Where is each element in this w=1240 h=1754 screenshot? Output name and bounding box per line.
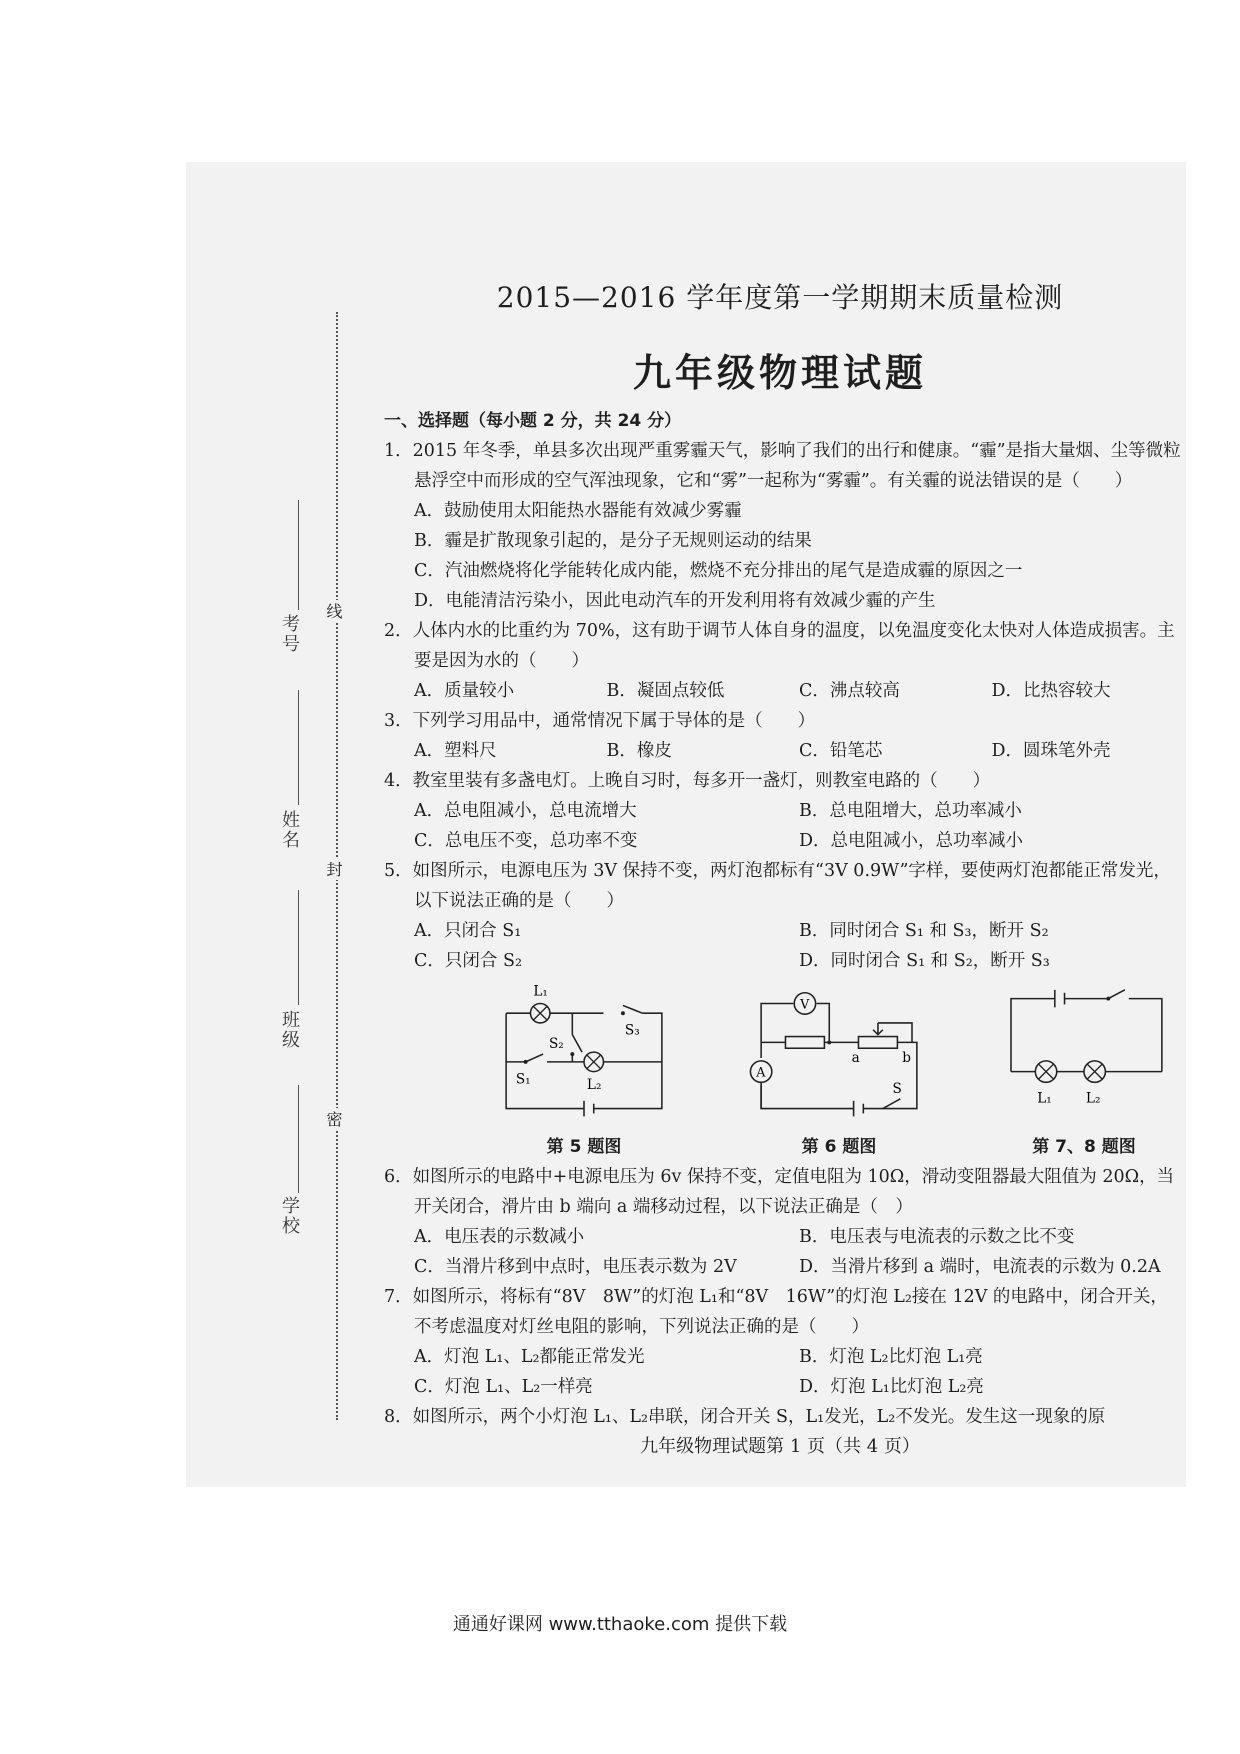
question-7: [384, 1282, 1184, 1402]
label-l1: L₁: [533, 984, 548, 1000]
label-a: A: [756, 1064, 766, 1080]
seal-seal-char: 封: [322, 858, 345, 880]
question-text: 6．如图所示的电路中+电源电压为 6v 保持不变，定值电阻为 10Ω，滑动变阻器最大阻值为 20Ω，当开关闭合，滑片由 b 端向 a 端移动过程，以下说法正确是（ ）: [384, 1167, 1175, 1217]
exam-no-blank: [298, 500, 299, 610]
label-l2: L₂: [586, 1077, 602, 1094]
option-d: D．同时闭合 S₁ 和 S₂，断开 S₃: [799, 951, 1050, 971]
exam-subtitle: 2015—2016 学年度第一学期期末质量检测: [496, 281, 1064, 314]
circuit-diagram-7-8: [994, 984, 1174, 1130]
option-d: D．比热容较大: [991, 681, 1111, 701]
label-b-end: b: [902, 1049, 911, 1066]
name-label: 姓名: [279, 810, 300, 850]
circuit-diagram-5: [484, 984, 684, 1130]
question-6: [384, 1162, 1184, 1282]
question-4: [384, 766, 1184, 856]
figure-7-8: [994, 984, 1174, 1162]
label-a-end: a: [851, 1049, 860, 1066]
question-text: 5．如图所示，电源电压为 3V 保持不变，两灯泡都标有“3V 0.9W”字样，要使两灯泡都能正常发光，以下说法正确的是（ ）: [384, 861, 1171, 911]
option-a: A．电压表的示数减小: [414, 1227, 585, 1247]
label-l1: L₁: [1037, 1090, 1052, 1107]
question-2: [384, 616, 1184, 706]
class-label: 班级: [279, 1010, 300, 1050]
label-s2: S₂: [548, 1036, 564, 1053]
option-b: B．电压表与电流表的示数之比不变: [799, 1227, 1075, 1247]
option-c: C．汽油燃烧将化学能转化成内能，燃烧不充分排出的尾气是造成霾的原因之一: [414, 561, 1023, 581]
seal-line-char: 线: [322, 600, 345, 622]
option-c: C．铅笔芯: [799, 741, 883, 761]
option-c: C．灯泡 L₁、L₂一样亮: [414, 1377, 593, 1397]
lamp-l1: [530, 1003, 549, 1022]
option-c: C．只闭合 S₂: [414, 951, 522, 971]
figure-6-caption: 第 6 题图: [801, 1137, 877, 1157]
option-c: C．总电压不变，总功率不变: [414, 831, 638, 851]
option-b: B．橡皮: [606, 741, 672, 761]
question-1: [384, 436, 1184, 616]
figure-6: [744, 984, 934, 1162]
question-text: 3．下列学习用品中，通常情况下属于导体的是（ ）: [384, 711, 816, 731]
question-3: [384, 706, 1184, 766]
fixed-resistor: [785, 1037, 824, 1049]
option-a: A．鼓励使用太阳能热水器能有效减少雾霾: [414, 501, 742, 521]
school-label: 学校: [279, 1196, 300, 1236]
circuit-figures: [384, 976, 1184, 1162]
label-s1: S₁: [515, 1071, 531, 1088]
class-blank: [298, 890, 299, 1005]
lamp-l2: [584, 1052, 603, 1071]
option-d: D．灯泡 L₁比灯泡 L₂亮: [799, 1377, 984, 1397]
download-notice: 通通好课网 www.tthaoke.com 提供下载: [452, 1614, 788, 1635]
option-b: B．同时闭合 S₁ 和 S₃，断开 S₂: [799, 921, 1049, 941]
option-d: D．圆珠笔外壳: [991, 741, 1111, 761]
name-blank: [298, 690, 299, 805]
exam-no-label: 考号: [279, 614, 300, 654]
question-text: 4．教室里装有多盏电灯。上晚自习时，每多开一盏灯，则教室电路的（ ）: [384, 771, 991, 791]
section-title: 一、选择题（每小题 2 分，共 24 分）: [384, 411, 682, 431]
seal-secret-char: 密: [322, 1108, 345, 1130]
question-text: 2．人体内水的比重约为 70%，这有助于调节人体自身的温度，以免温度变化太快对人体造成损害。主要是因为水的（ ）: [384, 621, 1175, 671]
exam-content: [384, 406, 1184, 1432]
label-v: V: [800, 996, 810, 1012]
lamp-l2: [1084, 1061, 1105, 1082]
option-a: A．质量较小: [414, 681, 515, 701]
option-b: B．凝固点较低: [606, 681, 725, 701]
option-d: D．电能清洁污染小，因此电动汽车的开发利用将有效减少霾的产生: [414, 591, 936, 611]
question-text: 7．如图所示，将标有“8V 8W”的灯泡 L₁和“8V 16W”的灯泡 L₂接在 12V 的电路中，闭合开关，不考虑温度对灯丝电阻的影响，下列说法正确的是（ ）: [384, 1287, 1168, 1337]
school-blank: [298, 1085, 299, 1193]
question-8: [384, 1402, 1184, 1432]
lamp-l1: [1035, 1061, 1056, 1082]
option-c: C．当滑片移到中点时，电压表示数为 2V: [414, 1257, 737, 1277]
option-c: C．沸点较高: [799, 681, 900, 701]
figure-7-8-caption: 第 7、8 题图: [1032, 1137, 1136, 1157]
question-5: [384, 856, 1184, 976]
label-s: S: [892, 1081, 902, 1098]
option-a: A．只闭合 S₁: [414, 921, 522, 941]
option-a: A．灯泡 L₁、L₂都能正常发光: [414, 1347, 645, 1367]
label-s3: S₃: [624, 1022, 640, 1039]
exam-title: 九年级物理试题: [632, 351, 927, 395]
option-a: A．塑料尺: [414, 741, 497, 761]
rheostat: [858, 1037, 897, 1049]
option-b: B．灯泡 L₂比灯泡 L₁亮: [799, 1347, 983, 1367]
figure-5: [484, 984, 684, 1162]
option-a: A．总电阻减小，总电流增大: [414, 801, 637, 821]
question-text: 8．如图所示，两个小灯泡 L₁、L₂串联，闭合开关 S，L₁发光，L₂不发光。发生这一现象的原: [384, 1407, 1106, 1427]
option-d: D．当滑片移到 a 端时，电流表的示数为 0.2A: [799, 1257, 1161, 1277]
figure-5-caption: 第 5 题图: [546, 1137, 622, 1157]
option-b: B．总电阻增大，总功率减小: [799, 801, 1022, 821]
label-l2: L₂: [1085, 1090, 1101, 1107]
page-number: 九年级物理试题第 1 页（共 4 页）: [640, 1436, 920, 1457]
question-text: 1．2015 年冬季，单县多次出现严重雾霾天气，影响了我们的出行和健康。“霾”是指大量烟、尘等微粒悬浮空中而形成的空气浑浊现象，它和“雾”一起称为“雾霾”。有关霾的说法错误的是（ ）: [384, 441, 1181, 491]
circuit-diagram-6: [744, 984, 934, 1130]
option-b: B．霾是扩散现象引起的，是分子无规则运动的结果: [414, 531, 812, 551]
option-d: D．总电阻减小，总功率减小: [799, 831, 1024, 851]
